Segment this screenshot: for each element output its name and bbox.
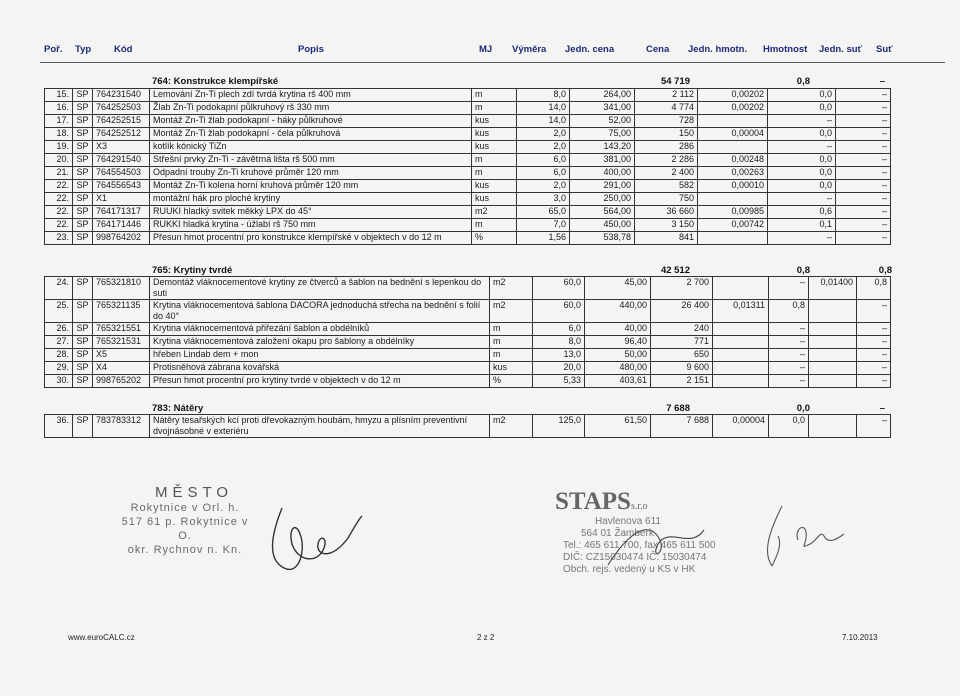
- row-price: 4 774: [635, 102, 698, 115]
- row-quantity: 65,0: [517, 206, 570, 219]
- row-quantity: 2,0: [517, 128, 570, 141]
- row-unit-price: 400,00: [570, 167, 635, 180]
- row-weight: –: [768, 193, 836, 206]
- row-unit-price: 250,00: [570, 193, 635, 206]
- row-number: 27.: [45, 336, 73, 349]
- signature-mark-2: [600, 510, 710, 580]
- row-unit: kus: [472, 115, 517, 128]
- section-title-764: 764: Konstrukce klempířské: [152, 76, 279, 87]
- row-type: SP: [73, 141, 93, 154]
- row-weight: 0,0: [768, 154, 836, 167]
- footer-date: 7.10.2013: [842, 633, 878, 642]
- row-code: 998765202: [93, 375, 150, 388]
- row-quantity: 14,0: [517, 102, 570, 115]
- row-quantity: 7,0: [517, 219, 570, 232]
- row-description: Přesun hmot procentní pro krytiny tvrdé v objektech v do 12 m: [150, 375, 490, 388]
- row-type: SP: [73, 89, 93, 102]
- table-row: [45, 193, 891, 206]
- row-code: 764171317: [93, 206, 150, 219]
- row-code: 765321810: [93, 277, 150, 300]
- row-price: 36 660: [635, 206, 698, 219]
- row-unit-weight: 0,00004: [713, 415, 769, 438]
- row-debris: –: [836, 115, 891, 128]
- items-table-764: [44, 88, 891, 245]
- row-code: 764252503: [93, 102, 150, 115]
- row-unit-price: 480,00: [585, 362, 651, 375]
- company-stamp-line: Tel.: 465 611 700, fax 465 611 500: [563, 540, 716, 551]
- row-number: 22.: [45, 206, 73, 219]
- row-quantity: 1,56: [517, 232, 570, 245]
- row-unit-weight: 0,00248: [698, 154, 768, 167]
- section-sut: –: [879, 403, 885, 414]
- row-type: SP: [73, 277, 93, 300]
- row-unit: kus: [490, 362, 533, 375]
- row-unit: kus: [472, 193, 517, 206]
- table-row: [45, 277, 891, 300]
- row-unit: %: [472, 232, 517, 245]
- col-mj: MJ: [479, 44, 493, 55]
- row-debris: –: [836, 219, 891, 232]
- row-number: 20.: [45, 154, 73, 167]
- row-type: SP: [73, 232, 93, 245]
- row-description: Protisněhová zábrana kovářská: [150, 362, 490, 375]
- row-code: X5: [93, 349, 150, 362]
- row-unit: m2: [472, 206, 517, 219]
- row-type: SP: [73, 115, 93, 128]
- signature-mark-1: [262, 498, 382, 578]
- row-unit-weight: [713, 349, 769, 362]
- row-code: 764231540: [93, 89, 150, 102]
- row-unit-price: 75,00: [570, 128, 635, 141]
- table-row: [45, 415, 891, 438]
- row-quantity: 6,0: [517, 154, 570, 167]
- row-unit-weight: [698, 115, 768, 128]
- row-weight: –: [768, 232, 836, 245]
- row-number: 30.: [45, 375, 73, 388]
- row-type: SP: [73, 206, 93, 219]
- row-type: SP: [73, 300, 93, 323]
- row-unit-weight: 0,00742: [698, 219, 768, 232]
- row-price: 582: [635, 180, 698, 193]
- table-row: [45, 89, 891, 102]
- row-code: 764291540: [93, 154, 150, 167]
- col-por: Poř.: [44, 44, 63, 55]
- city-stamp-title: MĚSTO: [154, 484, 234, 501]
- row-description: Střešní prvky Zn-Ti - závětrná lišta rš 500 mm: [150, 154, 472, 167]
- row-code: X3: [93, 141, 150, 154]
- section-hmotnost: 0,8: [796, 265, 810, 276]
- row-number: 24.: [45, 277, 73, 300]
- row-quantity: 2,0: [517, 180, 570, 193]
- row-number: 22.: [45, 219, 73, 232]
- col-cena: Cena: [646, 44, 670, 55]
- row-type: SP: [73, 102, 93, 115]
- col-jedn-sut: Jedn. suť: [819, 44, 863, 55]
- table-row: [45, 115, 891, 128]
- row-quantity: 20,0: [533, 362, 585, 375]
- company-stamp-line: Havlenova 611: [595, 516, 661, 527]
- row-debris: –: [836, 180, 891, 193]
- row-quantity: 14,0: [517, 115, 570, 128]
- row-unit-weight: [713, 277, 769, 300]
- row-unit: m: [490, 323, 533, 336]
- row-unit: kus: [472, 141, 517, 154]
- row-unit-debris: [809, 300, 857, 323]
- row-type: SP: [73, 349, 93, 362]
- row-code: 764252515: [93, 115, 150, 128]
- row-type: SP: [73, 180, 93, 193]
- row-unit-price: 564,00: [570, 206, 635, 219]
- row-code: 764171446: [93, 219, 150, 232]
- row-unit-weight: [698, 193, 768, 206]
- row-unit-price: 96,40: [585, 336, 651, 349]
- row-weight: –: [768, 115, 836, 128]
- table-row: [45, 102, 891, 115]
- row-description: montážní hák pro ploché krytiny: [150, 193, 472, 206]
- row-unit-price: 40,00: [585, 323, 651, 336]
- row-unit-weight: 0,00985: [698, 206, 768, 219]
- row-type: SP: [73, 154, 93, 167]
- row-unit-debris: 0,01400: [809, 277, 857, 300]
- row-type: SP: [73, 375, 93, 388]
- row-number: 36.: [45, 415, 73, 438]
- row-unit-price: 50,00: [585, 349, 651, 362]
- row-quantity: 60,0: [533, 277, 585, 300]
- row-price: 7 688: [651, 415, 713, 438]
- row-price: 728: [635, 115, 698, 128]
- row-weight: –: [769, 362, 809, 375]
- row-type: SP: [73, 415, 93, 438]
- section-hmotnost: 0,0: [796, 403, 810, 414]
- row-unit-price: 440,00: [585, 300, 651, 323]
- row-code: 998764202: [93, 232, 150, 245]
- row-description: Žlab Zn-Ti podokapní půlkruhový rš 330 mm: [150, 102, 472, 115]
- row-number: 22.: [45, 193, 73, 206]
- row-quantity: 5,33: [533, 375, 585, 388]
- row-price: 150: [635, 128, 698, 141]
- row-unit-weight: 0,00202: [698, 89, 768, 102]
- section-cena: 7 688: [666, 403, 690, 414]
- row-type: SP: [73, 167, 93, 180]
- row-unit-debris: [809, 336, 857, 349]
- row-unit-price: 450,00: [570, 219, 635, 232]
- row-unit-debris: [809, 349, 857, 362]
- row-description: RUUKI hladký svitek měkký LPX do 45°: [150, 206, 472, 219]
- table-row: [45, 141, 891, 154]
- row-debris: –: [836, 128, 891, 141]
- row-price: 750: [635, 193, 698, 206]
- row-unit-weight: [713, 336, 769, 349]
- row-debris: –: [836, 232, 891, 245]
- row-description: Montáž Zn-Ti žlab podokapní - čela půlkruhová: [150, 128, 472, 141]
- row-unit: m2: [490, 277, 533, 300]
- row-debris: –: [836, 141, 891, 154]
- row-unit-debris: [809, 362, 857, 375]
- row-debris: –: [836, 154, 891, 167]
- section-sut: –: [879, 76, 885, 87]
- row-unit-weight: 0,00263: [698, 167, 768, 180]
- row-weight: 0,0: [768, 128, 836, 141]
- row-debris: –: [836, 102, 891, 115]
- row-unit-price: 45,00: [585, 277, 651, 300]
- row-unit-price: 538,78: [570, 232, 635, 245]
- row-unit: kus: [472, 128, 517, 141]
- row-price: 2 400: [635, 167, 698, 180]
- row-price: 2 286: [635, 154, 698, 167]
- company-name: STAPS: [555, 488, 631, 515]
- row-unit: m: [472, 167, 517, 180]
- company-stamp-line: 564 01 Žamberk: [581, 528, 654, 539]
- row-unit-price: 403,61: [585, 375, 651, 388]
- city-stamp-line: okr. Rychnov n. Kn.: [127, 544, 243, 556]
- row-weight: 0,0: [768, 180, 836, 193]
- row-number: 17.: [45, 115, 73, 128]
- row-number: 23.: [45, 232, 73, 245]
- section-title-783: 783: Nátěry: [152, 403, 204, 414]
- section-title-765: 765: Krytiny tvrdé: [152, 265, 233, 276]
- row-debris: –: [836, 206, 891, 219]
- row-unit: m: [472, 89, 517, 102]
- table-row: [45, 219, 891, 232]
- row-quantity: 8,0: [533, 336, 585, 349]
- row-unit: m2: [490, 415, 533, 438]
- row-description: RUKKI hladká krytina - úžlabí rš 750 mm: [150, 219, 472, 232]
- row-unit-debris: [809, 323, 857, 336]
- row-quantity: 13,0: [533, 349, 585, 362]
- table-row: [45, 375, 891, 388]
- row-quantity: 2,0: [517, 141, 570, 154]
- row-quantity: 125,0: [533, 415, 585, 438]
- row-description: Krytina vláknocementová přiřezání šablon a obdélníků: [150, 323, 490, 336]
- row-unit-weight: 0,01311: [713, 300, 769, 323]
- row-debris: –: [857, 336, 891, 349]
- column-header: [0, 44, 960, 60]
- row-unit-price: 143,20: [570, 141, 635, 154]
- company-stamp-line: DIČ: CZ15030474 IČ: 15030474: [563, 552, 707, 563]
- row-unit-price: 52,00: [570, 115, 635, 128]
- row-weight: –: [769, 375, 809, 388]
- row-description: Krytina vláknocementová šablona DACORA jednoduchá střecha na bednění s folií do 40°: [150, 300, 490, 323]
- row-price: 3 150: [635, 219, 698, 232]
- row-code: 783783312: [93, 415, 150, 438]
- row-type: SP: [73, 323, 93, 336]
- row-type: SP: [73, 128, 93, 141]
- row-debris: –: [857, 300, 891, 323]
- row-price: 286: [635, 141, 698, 154]
- row-debris: –: [857, 362, 891, 375]
- table-row: [45, 362, 891, 375]
- row-number: 22.: [45, 180, 73, 193]
- row-price: 240: [651, 323, 713, 336]
- row-description: Demontáž vláknocementové krytiny ze čtverců a šablon na bednění s lepenkou do suti: [150, 277, 490, 300]
- row-unit-price: 264,00: [570, 89, 635, 102]
- row-code: 765321135: [93, 300, 150, 323]
- row-code: 765321551: [93, 323, 150, 336]
- row-unit-weight: 0,00202: [698, 102, 768, 115]
- row-weight: –: [769, 336, 809, 349]
- table-row: [45, 167, 891, 180]
- row-unit-debris: [809, 415, 857, 438]
- footer-website: www.euroCALC.cz: [68, 633, 135, 642]
- row-unit: m: [472, 102, 517, 115]
- col-vymera: Výměra: [512, 44, 547, 55]
- table-row: [45, 300, 891, 323]
- row-type: SP: [73, 336, 93, 349]
- company-stamp-line: Obch. rejs. vedený u KS v HK: [563, 564, 696, 575]
- table-row: [45, 206, 891, 219]
- row-type: SP: [73, 219, 93, 232]
- row-weight: 0,0: [769, 415, 809, 438]
- row-price: 2 151: [651, 375, 713, 388]
- section-hmotnost: 0,8: [796, 76, 810, 87]
- row-description: Nátěry tesařských kcí proti dřevokazným houbám, hmyzu a plísním preventivní dvojnásobné v exteriéru: [150, 415, 490, 438]
- row-code: 764252512: [93, 128, 150, 141]
- table-row: [45, 180, 891, 193]
- row-weight: 0,1: [768, 219, 836, 232]
- row-unit-price: 61,50: [585, 415, 651, 438]
- row-code: X1: [93, 193, 150, 206]
- row-debris: –: [857, 349, 891, 362]
- row-unit: m: [490, 349, 533, 362]
- col-typ: Typ: [75, 44, 92, 55]
- signature-mark-3: [748, 500, 858, 580]
- row-unit-price: 341,00: [570, 102, 635, 115]
- row-unit: m: [472, 219, 517, 232]
- row-unit: m: [490, 336, 533, 349]
- row-unit-weight: [713, 362, 769, 375]
- row-unit-weight: 0,00004: [698, 128, 768, 141]
- col-hmotnost: Hmotnost: [763, 44, 808, 55]
- row-number: 19.: [45, 141, 73, 154]
- row-quantity: 6,0: [533, 323, 585, 336]
- row-debris: –: [857, 415, 891, 438]
- row-weight: 0,8: [769, 300, 809, 323]
- col-jedn-hmotn: Jedn. hmotn.: [688, 44, 748, 55]
- row-number: 21.: [45, 167, 73, 180]
- row-code: 764556543: [93, 180, 150, 193]
- row-description: Montáž Zn-Ti kolena horní kruhová průměr 120 mm: [150, 180, 472, 193]
- city-stamp-line: Rokytnice v Orl. h.: [130, 502, 240, 514]
- row-number: 25.: [45, 300, 73, 323]
- row-weight: –: [768, 141, 836, 154]
- row-description: kotlík kónický TiZn: [150, 141, 472, 154]
- city-stamp: [115, 484, 255, 556]
- row-unit-debris: [809, 375, 857, 388]
- items-table-765: [44, 276, 891, 388]
- row-price: 841: [635, 232, 698, 245]
- row-price: 771: [651, 336, 713, 349]
- row-description: Odpadní trouby Zn-Ti kruhové průměr 120 mm: [150, 167, 472, 180]
- row-number: 28.: [45, 349, 73, 362]
- row-quantity: 6,0: [517, 167, 570, 180]
- row-description: Přesun hmot procentní pro konstrukce klempířské v objektech v do 12 m: [150, 232, 472, 245]
- row-debris: –: [857, 323, 891, 336]
- row-number: 29.: [45, 362, 73, 375]
- table-row: [45, 323, 891, 336]
- row-unit-weight: 0,00010: [698, 180, 768, 193]
- row-debris: –: [836, 193, 891, 206]
- row-unit-weight: [698, 232, 768, 245]
- row-unit: m2: [490, 300, 533, 323]
- row-weight: –: [769, 349, 809, 362]
- col-jedn-cena: Jedn. cena: [565, 44, 615, 55]
- row-unit-weight: [698, 141, 768, 154]
- city-stamp-line: 517 61 p. Rokytnice v O.: [121, 516, 249, 542]
- row-unit-weight: [713, 323, 769, 336]
- row-price: 2 700: [651, 277, 713, 300]
- row-description: Lemování Zn-Ti plech zdí tvrdá krytina rš 400 mm: [150, 89, 472, 102]
- col-kod: Kód: [114, 44, 133, 55]
- row-description: Krytina vláknocementová založení okapu pro šablony a obdélníky: [150, 336, 490, 349]
- items-table-783: [44, 414, 891, 438]
- row-quantity: 8,0: [517, 89, 570, 102]
- row-number: 18.: [45, 128, 73, 141]
- table-row: [45, 232, 891, 245]
- row-weight: 0,0: [768, 102, 836, 115]
- company-suffix: s.r.o: [630, 501, 648, 512]
- header-rule: [40, 62, 945, 63]
- row-number: 15.: [45, 89, 73, 102]
- section-sut: 0,8: [878, 265, 892, 276]
- row-debris: –: [836, 89, 891, 102]
- section-cena: 42 512: [660, 265, 690, 276]
- row-debris: –: [836, 167, 891, 180]
- row-price: 650: [651, 349, 713, 362]
- table-row: [45, 128, 891, 141]
- row-price: 26 400: [651, 300, 713, 323]
- row-weight: –: [769, 323, 809, 336]
- row-number: 26.: [45, 323, 73, 336]
- row-code: 764554503: [93, 167, 150, 180]
- row-debris: –: [857, 375, 891, 388]
- row-description: hřeben Lindab dem + mon: [150, 349, 490, 362]
- row-quantity: 3,0: [517, 193, 570, 206]
- row-unit-weight: [713, 375, 769, 388]
- row-type: SP: [73, 193, 93, 206]
- table-row: [45, 349, 891, 362]
- row-unit: %: [490, 375, 533, 388]
- row-unit: kus: [472, 180, 517, 193]
- row-number: 16.: [45, 102, 73, 115]
- row-weight: 0,6: [768, 206, 836, 219]
- table-row: [45, 154, 891, 167]
- row-type: SP: [73, 362, 93, 375]
- col-popis: Popis: [298, 44, 324, 55]
- row-price: 2 112: [635, 89, 698, 102]
- row-weight: 0,0: [768, 167, 836, 180]
- row-unit-price: 291,00: [570, 180, 635, 193]
- section-cena: 54 719: [660, 76, 690, 87]
- row-debris: 0,8: [857, 277, 891, 300]
- row-code: X4: [93, 362, 150, 375]
- row-price: 9 600: [651, 362, 713, 375]
- row-code: 765321531: [93, 336, 150, 349]
- row-weight: –: [769, 277, 809, 300]
- col-sut: Suť: [876, 44, 893, 55]
- footer-page-number: 2 z 2: [477, 633, 495, 642]
- row-weight: 0,0: [768, 89, 836, 102]
- row-unit: m: [472, 154, 517, 167]
- row-unit-price: 381,00: [570, 154, 635, 167]
- row-description: Montáž Zn-Ti žlab podokapní - háky půlkruhové: [150, 115, 472, 128]
- row-quantity: 60,0: [533, 300, 585, 323]
- table-row: [45, 336, 891, 349]
